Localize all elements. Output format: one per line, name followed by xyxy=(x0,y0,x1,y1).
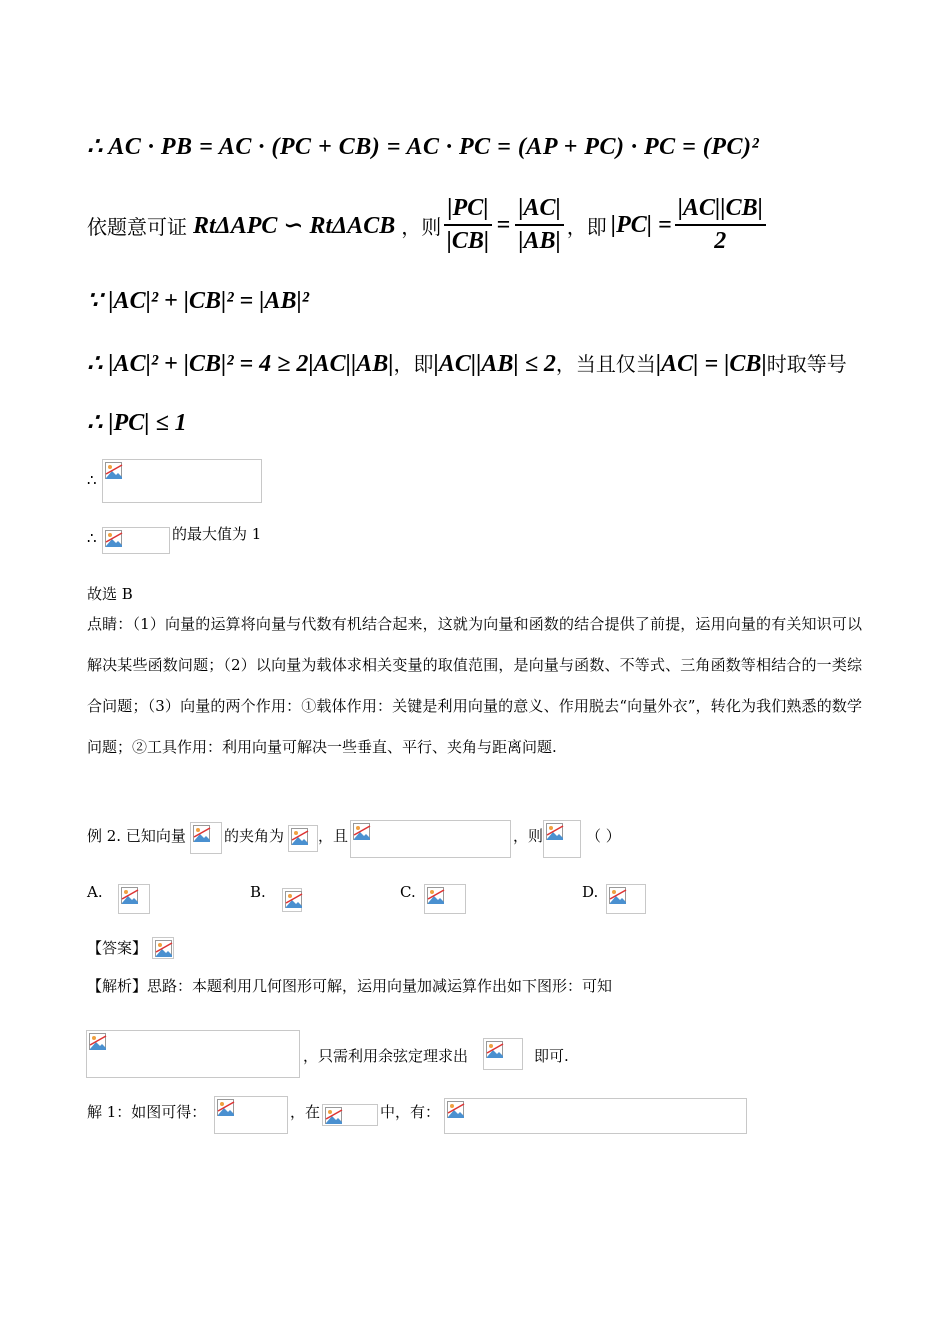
equality-tail: 时取等号 xyxy=(766,352,847,376)
broken-image-triangle xyxy=(322,1104,378,1126)
broken-image-icon xyxy=(121,887,139,905)
broken-image-icon xyxy=(353,823,371,841)
pc-bound: ∴ |PC| ≤ 1 xyxy=(87,410,187,436)
broken-image-icon xyxy=(609,887,627,905)
broken-image-icon xyxy=(291,828,309,846)
answer-parentheses: （ ） xyxy=(586,827,621,845)
angle-text: 的夹角为 xyxy=(224,827,285,845)
in-text: ，在 xyxy=(290,1103,321,1121)
option-b-label: B. xyxy=(250,883,266,901)
ie-text: ，即 xyxy=(393,352,434,376)
need-tail: 即可. xyxy=(534,1047,569,1065)
option-c-image xyxy=(424,884,466,914)
need-text: ，只需利用余弦定理求出 xyxy=(303,1047,469,1065)
broken-image-target xyxy=(483,1038,523,1070)
equation-line-3 xyxy=(87,286,309,315)
broken-image-icon xyxy=(486,1041,504,1059)
numerator: |PC| xyxy=(444,195,491,226)
option-c-label: C. xyxy=(400,883,416,901)
denominator: |AB| xyxy=(518,228,561,254)
then-text: ，则 xyxy=(513,827,544,845)
broken-image-icon xyxy=(217,1099,235,1117)
equation-text: ∴ AC · PB = AC · (PC + CB) = AC · PC = (AP + PC) · PC = (PC)² xyxy=(87,134,760,160)
numerator: |AC| xyxy=(515,195,564,226)
option-a-image xyxy=(118,884,150,914)
broken-image-icon xyxy=(89,1033,107,1051)
option-a-label: A. xyxy=(87,883,103,901)
broken-image-icon xyxy=(155,940,173,958)
broken-image-icon xyxy=(325,1107,343,1125)
note-paragraph: 点睛：（1）向量的运算将向量与代数有机结合起来，这就为向量和函数的结合提供了前提，运用向量的有关知识可以解决某些函数问题；（2）以向量为载体求相关变量的取值范围，是向量与函数、不等式、三角函数等相结合的一类综合问题；（3）向量的两个作用：①载体作用：关键是利用向量的意义、作用脱去“向量外衣”，转化为我们熟悉的数学问题；②工具作用：利用向量可解决一些垂直、平行、夹角与距离问题. xyxy=(87,615,862,756)
broken-image-icon xyxy=(105,462,123,480)
option-b-image xyxy=(282,888,302,912)
max-value-text: 的最大值为 1 xyxy=(172,525,262,543)
broken-image-figure xyxy=(86,1030,300,1078)
broken-image-angle xyxy=(288,825,318,852)
then-text: ，则 xyxy=(401,214,442,239)
broken-image-formula xyxy=(102,459,262,503)
broken-image-icon xyxy=(285,891,303,909)
equality-condition: |AC| = |CB| xyxy=(655,351,767,377)
broken-image-icon xyxy=(427,887,445,905)
broken-image-vectors xyxy=(190,822,222,854)
denominator: |CB| xyxy=(446,228,490,254)
solution-1-prefix: 解 1：如图可得： xyxy=(87,1103,207,1121)
answer-choice: 故选 B xyxy=(87,585,133,603)
numerator: |AC||CB| xyxy=(675,195,766,226)
proof-prefix: 依题意可证 xyxy=(87,214,187,239)
fraction-accb-2 xyxy=(675,195,766,255)
equation-line-4 xyxy=(87,348,847,378)
fraction-pc-cb xyxy=(444,195,491,255)
answer-image xyxy=(152,937,174,959)
pythagoras-expression: ∵ |AC|² + |CB|² = |AB|² xyxy=(87,288,309,314)
fraction-ac-ab xyxy=(515,195,564,255)
broken-image-icon xyxy=(546,823,564,841)
analysis-label: 【解析】 xyxy=(87,977,148,995)
broken-image-cosine-law xyxy=(444,1098,747,1134)
option-d-label: D. xyxy=(582,883,599,901)
inequality-expression: ∴ |AC|² + |CB|² = 4 ≥ 2|AC||AB| xyxy=(87,351,394,377)
analysis-line xyxy=(87,976,612,996)
and-text: ，且 xyxy=(318,827,349,845)
equation-line-5 xyxy=(87,408,187,437)
broken-image-condition xyxy=(350,820,511,858)
product-bound: |AC||AB| ≤ 2 xyxy=(433,351,556,377)
ie-text: ，即 xyxy=(566,214,607,239)
broken-image-sol1-a xyxy=(214,1096,288,1134)
analysis-text: 思路：本题利用几何图形可解，运用向量加减运算作出如下图形：可知 xyxy=(147,977,613,995)
therefore-symbol-2: ∴ xyxy=(87,529,97,547)
denominator: 2 xyxy=(714,228,727,254)
broken-image-question xyxy=(543,820,581,858)
therefore-symbol: ∴ xyxy=(87,471,97,489)
broken-image-icon xyxy=(193,825,211,843)
when-text: ，当且仅当 xyxy=(555,352,656,376)
option-d-image xyxy=(606,884,646,914)
answer-label: 【答案】 xyxy=(87,939,148,957)
example-2-prefix: 例 2. 已知向量 xyxy=(87,827,186,845)
equation-line-1 xyxy=(87,132,759,161)
broken-image-formula xyxy=(102,527,170,554)
equation-line-2: 依题意可证 RtΔAPC ∽ RtΔACB ，则 $\frac{|PC|}{|CB|}$ = $\frac{|AC|}{|AB|}$ ，即 |PC| = $\frac{|AC||CB|}{2}$ xyxy=(87,194,769,256)
mid-text: 中，有： xyxy=(380,1103,441,1121)
similarity-expression: RtΔAPC ∽ RtΔACB xyxy=(193,213,396,239)
broken-image-icon xyxy=(105,530,123,548)
broken-image-icon xyxy=(447,1101,465,1119)
pc-expression: |PC| = xyxy=(610,211,672,238)
